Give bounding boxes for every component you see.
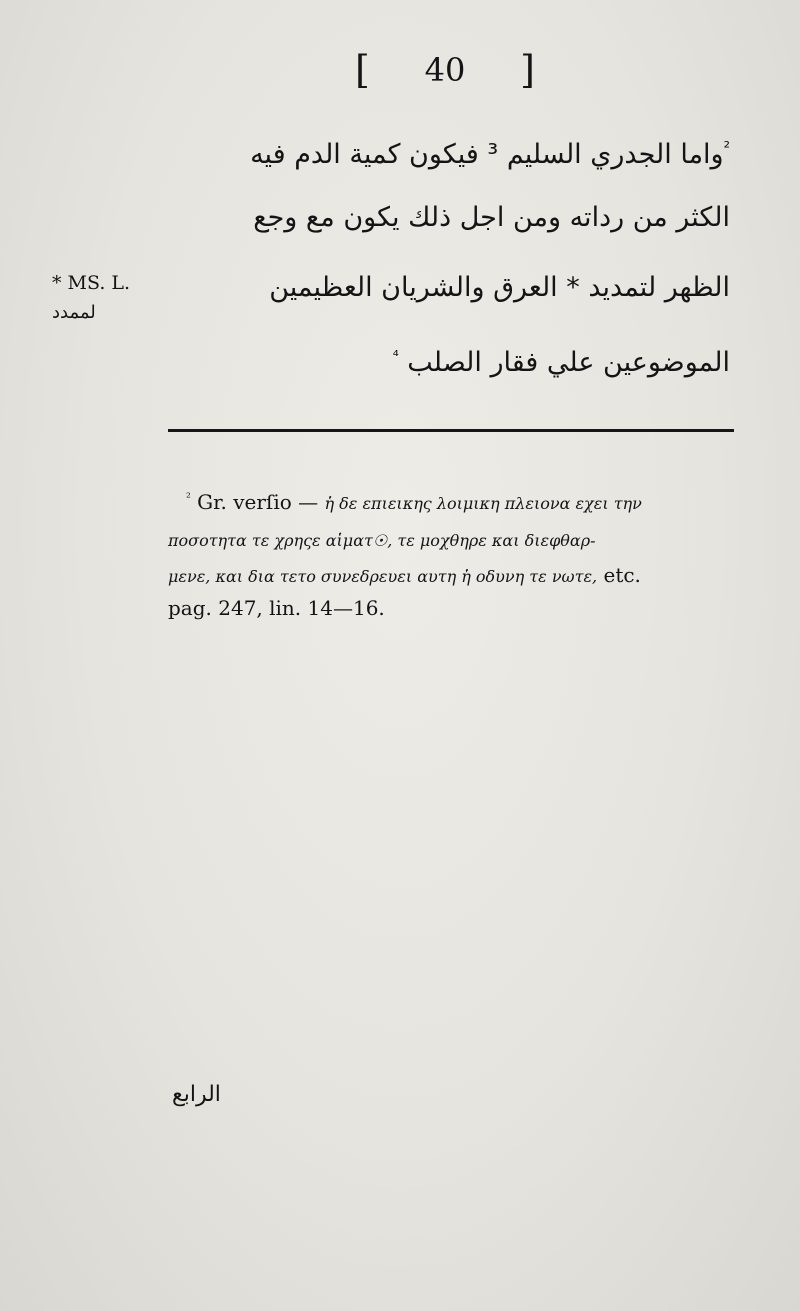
bracket-close: ] — [520, 48, 535, 92]
margin-note-label: * MS. L. — [52, 272, 131, 294]
footnote-greek-1: ἡ δε επιεικης λοιμικη πλειονα εχει την — [324, 494, 642, 513]
footnote-reference: pag. 247, lin. 14—16. — [168, 596, 385, 620]
margin-note-arabic: لممدد — [52, 302, 96, 323]
arabic-line-1: $^{^2}$واما الجدري السليم ³ فيكون كمية الدم فيه — [250, 138, 730, 170]
page-number: 40 — [424, 51, 466, 89]
footnote-intro: Gr. verſio — — [197, 490, 319, 514]
arabic-line-4: الموضوعين علي فقار الصلب $^{^4}$ — [392, 347, 730, 378]
bracket-open: [ — [355, 48, 370, 92]
manuscript-page: [ 40 ] $^{^2}$واما الجدري السليم ³ فيكون كمية الدم فيه الكثر من رداته ومن اجل ذلك يكون مع وجع الظهر لتمديد * العرق والشريان العظيمين الموضوعين علي فقار الصلب $^{^4}$ * MS. L. لممدد $^{^2}$ Gr. verſio — ἡ δε επιεικης λοιμικη πλειονα εχει την ποσοτητα τε χρηςε αἱματ☉, τε μοχθηρε και διεφθαρ- μενε, και δια τετο συνεδρευει αυτη ἡ οδυνη τε νωτε, etc. pag. 247, lin. 14—16. الرابع — [0, 0, 800, 1311]
footnote-line-3 — [168, 563, 641, 587]
footnote-greek-2: ποσοτητα τε χρηςε αἱματ☉, τε μοχθηρε και διεφθαρ- — [168, 531, 596, 550]
catchword: الرابع — [172, 1082, 221, 1107]
footnote-line-2 — [168, 527, 596, 551]
page-number-header — [355, 40, 535, 100]
footnote-line-1: $^{^2}$ Gr. verſio — ἡ δε επιεικης λοιμικη πλειονα εχει την — [186, 490, 642, 514]
footnote-greek-3: μενε, και δια τετο συνεδρευει αυτη ἡ οδυνη τε νωτε, — [168, 567, 598, 586]
margin-note — [52, 268, 152, 328]
footnote-rule — [168, 429, 734, 432]
footnote-etc: etc. — [603, 563, 641, 587]
